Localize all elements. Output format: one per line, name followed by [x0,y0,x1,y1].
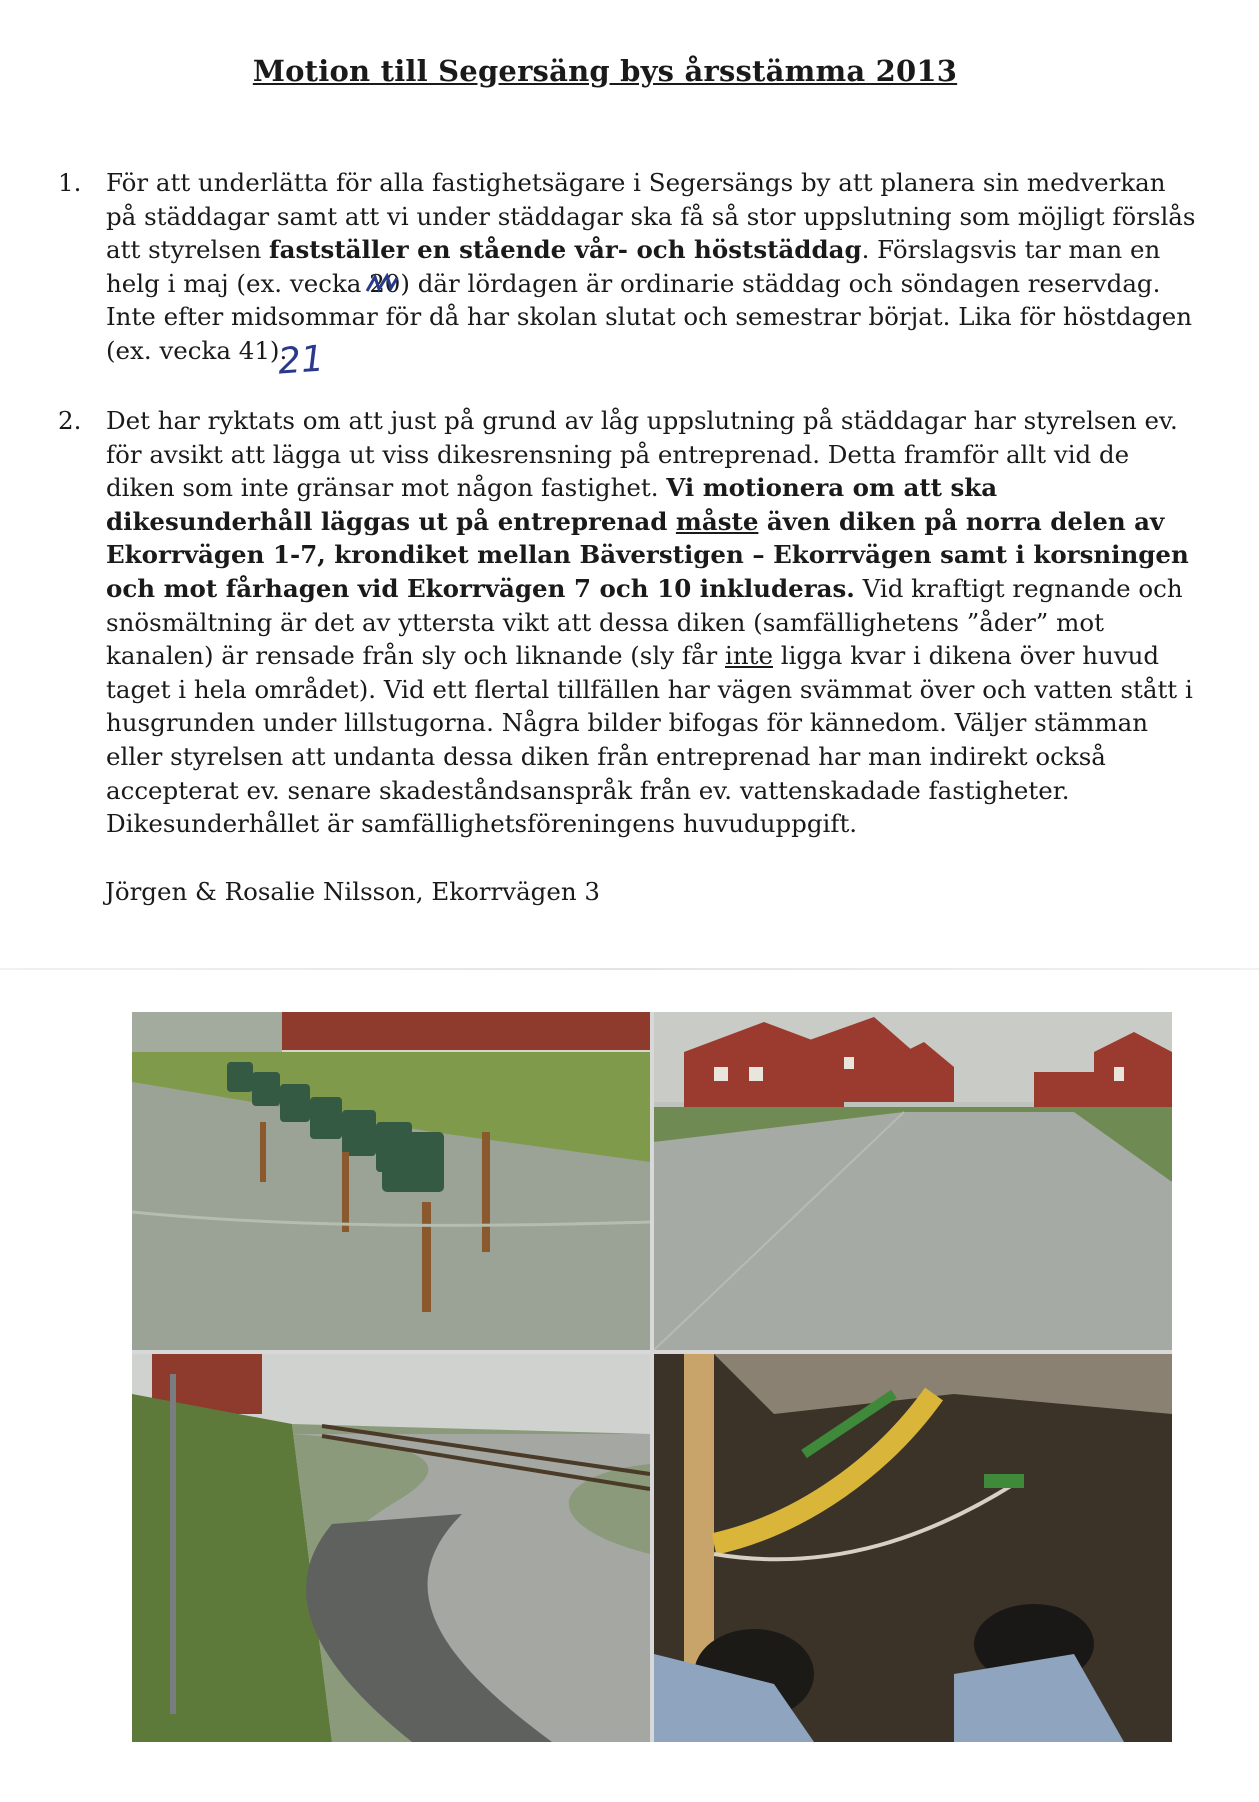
photo-flooded-street [654,1012,1172,1350]
photo-water-under-cottage [654,1354,1172,1742]
item-bold-text: fastställer en stående vår- och höststäddag [269,235,862,265]
photo-flooded-mailboxes [132,1012,650,1350]
item-text: ) där lördagen är ordinarie städdag och söndagen reservdag. Inte efter midsommar för då har skolan slutat och semestrar börjat. Lika för höstdagen (ex. vecka 41). [106,268,1193,365]
motion-item-1 [58,166,1198,368]
item-text: . Förslagsvis tar man en helg i maj (ex. vecka [106,235,1161,298]
document-title: Motion till Segersäng bys årsstämma 2013 [252,54,958,88]
item-body [106,404,1198,841]
handwritten-correction: 21 [276,338,326,383]
item-bold-text: även diken på norra delen av Ekorrvägen 1-7, krondiket mellan Bäverstigen – Ekorrvägen samt i korsningen och mot fårhagen vid Ekorrvägen 7 och 10 inkluderas. [106,506,1189,603]
item-number: 2. [58,406,82,435]
item-number: 1. [58,168,82,197]
item-text: Det har ryktats om att just på grund av låg uppslutning på städdagar har styrelsen ev. för avsikt att lägga ut viss dikesrensning på entreprenad. Detta framför allt vid de diken som inte gränsar mot någon fastighet. [106,406,1178,503]
pen-scribble [365,273,399,295]
paper-fold-line [0,968,1259,970]
photo-flooded-road [132,1354,650,1742]
photo-collage [132,1012,1172,1742]
item-text: Vid kraftigt regnande och snösmältning är det av yttersta vikt att dessa diken (samfällighetens ”åder” mot kanalen) är rensade från sly och liknande (sly får [106,573,1183,671]
item-underlined-text: inte [725,641,773,671]
signature: Jörgen & Rosalie Nilsson, Ekorrvägen 3 [105,877,601,906]
item-text: För att underlätta för alla fastighetsägare i Segersängs by att planera sin medverkan på städdagar samt att vi under städdagar ska få så stor uppslutning som möjligt förslås att styrelsen [106,168,1196,265]
struck-week-number: 20 [369,267,400,301]
item-body [106,166,1198,368]
item-bold-text: Vi motionera om att ska dikesunderhåll läggas ut på entreprenad [106,473,998,536]
item-bold-underlined-text: måste [675,506,759,536]
item-text: ligga kvar i dikena över huvud taget i hela området). Vid ett flertal tillfällen har vägen svämmat över och vatten stått i husgrunden under lillstugorna. Några bilder bifogas för kännedom. Väljer stämman eller styrelsen att undanta dessa diken från entreprenad har man indirekt också accepterat ev. senare skadeståndsanspråk från ev. vattenskadade fastigheter. Dikesunderhållet är samfällighetsföreningens huvuduppgift. [106,641,1193,839]
motion-item-2 [58,404,1198,841]
